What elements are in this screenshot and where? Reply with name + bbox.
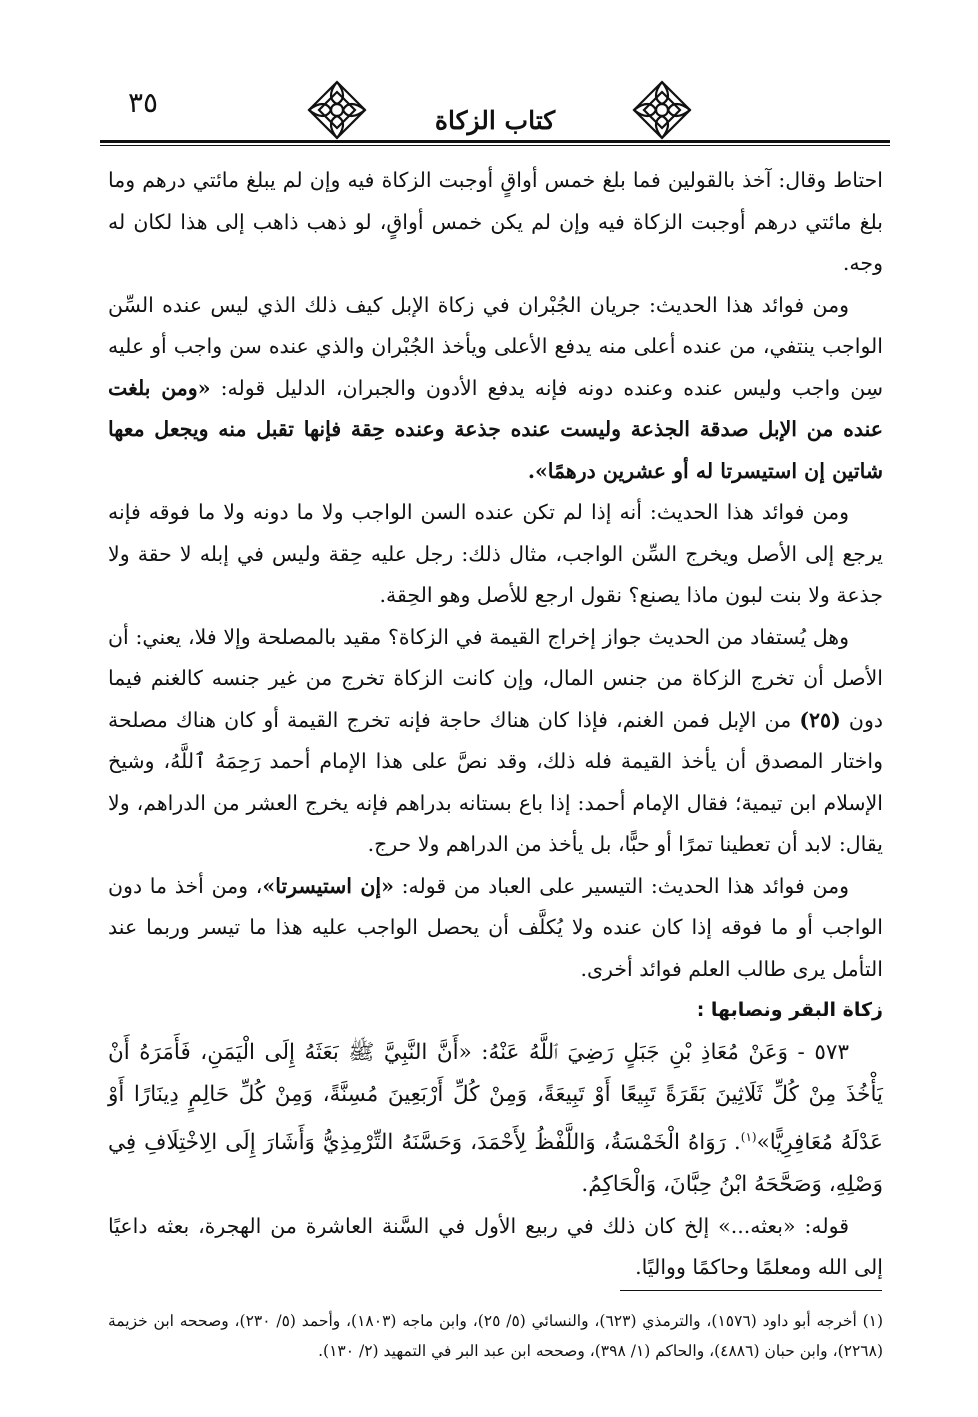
hadith-573 (108, 1032, 883, 1206)
paragraph-2 (108, 285, 883, 493)
paragraph-2-text: ومن فوائد هذا الحديث: جريان الجُبْران في زكاة الإبل كيف ذلك الذي ليس عنده السِّن الواجب ينتفي، من عنده أعلى منه يدفع الأعلى ويأخذ الجُبْران والذي عنده سن واجب أو عليه سِن واجب وليس عنده وعنده دونه فإنه يدفع الأدون والجبران، الدليل قوله: (108, 292, 883, 400)
paragraph-5 (108, 866, 883, 991)
main-text (108, 160, 883, 1289)
paragraph-5-text-a: ومن فوائد هذا الحديث: التيسير على العباد من قوله: (401, 873, 850, 898)
ornament-right-icon (630, 78, 694, 142)
hadith-quote-bold: «ومن بلغت عنده من الإبل صدقة الجذعة وليست عنده جذعة وعنده حِقة فإنها تقبل منه ويجعل معها شاتين إن استيسرتا له أو عشرين درهمًا». (108, 375, 883, 483)
footnote-1: (١) أخرجه أبو داود (١٥٧٦)، والترمذي (٦٢٣)، والنسائي (٥/ ٢٥)، وابن ماجه (١٨٠٣)، وأحمد (٥/ ٢٣٠)، وصححه ابن خزيمة (٢٢٦٨)، وابن حبان (٤٨٨٦)، والحاكم (١/ ٣٩٨)، وصححه ابن عبد البر في التمهيد (٢/ ١٣٠). (108, 1312, 884, 1360)
footnote-ref: (١) (740, 1129, 757, 1144)
footnotes (108, 1306, 883, 1366)
section-heading: زكاة البقر ونصابها : (696, 999, 883, 1021)
header-rule-thin (100, 145, 890, 146)
running-title: كتاب الزكاة (434, 106, 556, 135)
page-header (100, 78, 890, 158)
hadith-attribution: . رَوَاهُ الْخَمْسَةُ، وَاللَّفْظُ لِأَحْمَدَ، وَحَسَّنَهُ التِّرْمِذِيُّ وَأَشَارَ إِلَى الِاخْتِلَافِ فِي وَصْلِهِ، وَصَحَّحَهُ ابْنُ حِبَّانَ، وَالْحَاكِمُ. (108, 1129, 883, 1197)
header-rule (100, 140, 890, 143)
paragraph-4-text-a: وهل يُستفاد من الحديث جواز إخراج القيمة في الزكاة؟ مقيد بالمصلحة وإلا فلا، يعني: أن الأصل أن تخرج الزكاة من جنس المال، وإن كانت الزكاة تخرج من غير جنسه كالغنم فيما دون (108, 624, 883, 732)
quote-istaysarata: «إن استيسرتا» (262, 873, 394, 898)
commentary: قوله: «بعثه...» إلخ كان ذلك في ربيع الأول في السَّنة العاشرة من الهجرة، بعثه داعيًا إلى الله ومعلمًا وحاكمًا وواليًا. (108, 1213, 883, 1280)
number-25: (٢٥) (799, 707, 841, 732)
page-number: ٣٥ (128, 86, 159, 119)
paragraph-5-text-b: ، ومن أخذ ما دون الواجب أو ما فوقه إذا كان عنده ولا يُكلَّف أن يحصل الواجب عليه هذا ما تيسر وربما عند التأمل يرى طالب العلم فوائد أخرى. (108, 873, 883, 981)
hadith-text: ٥٧٣ - وَعَنْ مُعَاذِ بْنِ جَبَلٍ رَضِيَ ٱللَّهُ عَنْهُ: «أَنَّ النَّبِيَّ ﷺ بَعَثَهُ إِلَى الْيَمَنِ، فَأَمَرَهُ أَنْ يَأْخُذَ مِنْ كُلِّ ثَلَاثِينَ بَقَرَةً تَبِيعًا أَوْ تَبِيعَةً، وَمِنْ كُلِّ أَرْبَعِينَ مُسِنَّةً، وَمِنْ كُلِّ حَالِمٍ دِينَارًا أَوْ عَدْلَهُ مُعَافِرِيًّا» (108, 1039, 884, 1155)
paragraph-4 (108, 617, 883, 866)
paragraph-1: احتاط وقال: آخذ بالقولين فما بلغ خمس أواقٍ أوجبت الزكاة فيه وإن لم يبلغ مائتي درهم وما بلغ مائتي درهم أوجبت الزكاة فيه وإن لم يكن خمس أواقٍ، لو ذهب ذاهب إلى هذا لكان له وجه. (108, 168, 883, 275)
ornament-left-icon (305, 78, 369, 142)
footnote-rule (620, 1290, 882, 1291)
paragraph-3: ومن فوائد هذا الحديث: أنه إذا لم تكن عنده السن الواجب ولا ما دونه ولا ما فوقه فإنه يرجع إلى الأصل ويخرج السِّن الواجب، مثال ذلك: رجل عليه حِقة وليس في إبله لا حقة ولا جذعة ولا بنت لبون ماذا يصنع؟ نقول ارجع للأصل وهو الحِقة. (108, 500, 883, 607)
paragraph-4-text-b: من الإبل فمن الغنم، فإذا كان هناك حاجة فإنه تخرج القيمة أو كان هناك مصلحة واختار المصدق أن يأخذ القيمة فله ذلك، وقد نصَّ على هذا الإمام أحمد رَحِمَهُ ٱللَّهُ، وشيخ الإسلام ابن تيمية؛ فقال الإمام أحمد: إذا باع بستانه بدراهم فإنه يخرج العشر من الدراهم، ولا يقال: لابد أن تعطينا تمرًا أو حبًّا، بل يأخذ من الدراهم ولا حرج. (108, 707, 883, 856)
